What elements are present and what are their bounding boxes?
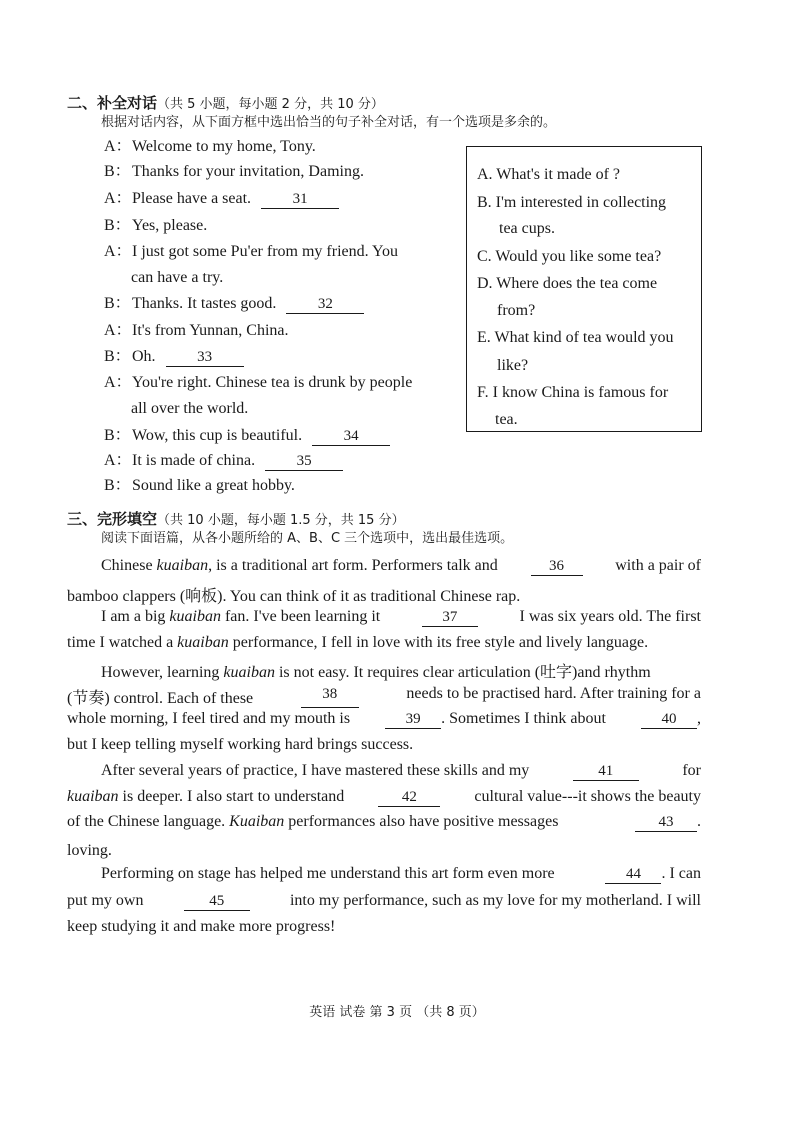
dialogue-line [104,319,289,343]
blank-38[interactable]: 38 [301,685,359,708]
dialogue-line [104,424,390,448]
p5-a: Performing on stage has helped me understand this art form even more [101,865,555,882]
p1-b: , is a traditional art form. Performers talk and [208,557,498,574]
p2-c: I was six years old. The first [519,608,701,625]
dialogue-line [104,292,364,316]
dialogue-text: Please have a seat. [132,190,252,207]
p3-b: is not easy. It requires clear articulation (吐字)and rhythm [278,664,651,681]
speaker-label: B： [104,348,131,365]
term-kuaiban: kuaiban [156,557,209,574]
p5-line1 [101,865,701,884]
dialogue-text-cont: can have a try. [131,269,224,286]
p4-line4: loving. [67,842,112,859]
option-d [477,271,657,297]
dialogue-line [104,240,398,264]
section3-instruction: 阅读下面语篇，从各小题所给的 A、B、C 三个选项中，选出最佳选项。 [101,531,514,546]
dialogue-line [104,474,295,498]
option-f-text: F. I know China is famous for [477,384,669,401]
p4-b: for [682,762,701,779]
p1-line1 [101,557,701,576]
p2-d: time I watched a [67,634,174,651]
dialogue-line [104,187,339,211]
option-d-text: D. Where does the tea come [477,275,658,292]
dialogue-text-cont: all over the world. [131,400,249,417]
blank-39[interactable]: 39 [385,710,441,729]
p4-f: performances also have positive messages [288,813,559,830]
speaker-label: A： [104,322,132,339]
blank-41[interactable]: 41 [573,762,639,781]
p4-seg3 [67,813,558,832]
blank-45[interactable]: 45 [184,892,250,911]
dialogue-line [104,214,207,238]
option-f [477,380,668,406]
blank-42[interactable]: 42 [378,788,440,807]
dialogue-text: Welcome to my home, Tony. [132,138,316,155]
p3-seg4 [641,710,701,729]
p5-c: put my own [67,892,144,909]
option-f-cont: tea. [495,411,518,428]
p4-line3 [67,813,701,832]
dialogue-line [104,371,412,395]
page-footer: 英语 试卷 第 3 页 （共 8 页） [309,1005,485,1020]
p2-line2 [67,634,701,652]
blank-32[interactable]: 32 [286,295,364,314]
p1-a: Chinese [101,557,153,574]
dialogue-line [104,345,244,369]
option-e [477,325,674,351]
p2-line1 [101,608,701,627]
blank-40[interactable]: 40 [641,710,697,729]
option-e-cont: like? [497,357,529,374]
p3-line1 [101,659,701,682]
speaker-label: B： [104,217,131,234]
blank-37[interactable]: 37 [422,608,478,627]
p2-seg2 [67,634,648,652]
blank-33[interactable]: 33 [166,348,244,367]
p2-e: performance, I fell in love with its free style and lively language. [232,634,649,651]
option-c-text: C. Would you like some tea? [477,248,662,265]
p3-g: , [697,710,701,727]
option-b-text: B. I'm interested in collecting [477,194,667,211]
option-d-cont: from? [497,302,536,319]
dialogue-text: Yes, please. [132,217,208,234]
dialogue-text: You're right. Chinese tea is drunk by people [132,374,413,391]
options-box [466,146,702,432]
p3-d: needs to be practised hard. After training for a [406,685,701,702]
option-a-text: A. What's it made of ? [477,166,620,183]
option-e-text: E. What kind of tea would you [477,329,674,346]
speaker-label: A： [104,190,132,207]
p3-a: However, learning [101,664,220,681]
p4-a: After several years of practice, I have mastered these skills and my [101,762,530,779]
speaker-label: B： [104,477,131,494]
speaker-label: A： [104,243,132,260]
speaker-label: A： [104,452,132,469]
section2-instruction: 根据对话内容，从下面方框中选出恰当的句子补全对话，有一个选项是多余的。 [101,115,557,130]
p5-seg [605,865,701,884]
p5-d: into my performance, such as my love for my motherland. I will [289,892,701,909]
term-kuaiban: kuaiban [67,788,119,805]
section3-title: 三、完形填空 [67,510,158,528]
dialogue-text: Thanks for your invitation, Daming. [132,163,364,180]
p4-seg2 [67,788,344,807]
p4-seg4 [635,813,701,832]
dialogue-text: Oh. [132,348,156,365]
option-b [477,190,666,216]
section2-title: 二、补全对话 [67,94,158,112]
p1-line2: bamboo clappers (响板). You can think of it as traditional Chinese rap. [67,588,521,605]
p4-line1 [101,762,701,781]
blank-36[interactable]: 36 [531,557,583,576]
dialogue-text: It's from Yunnan, China. [132,322,289,339]
term-kuaiban: kuaiban [169,608,221,625]
p2-seg [101,608,380,627]
dialogue-text: Thanks. It tastes good. [132,295,277,312]
p5-line2 [67,892,701,911]
p3-line4: but I keep telling myself working hard brings success. [67,736,414,753]
speaker-label: B： [104,295,131,312]
dialogue-text: Sound like a great hobby. [132,477,295,494]
speaker-label: A： [104,138,132,155]
p4-line2 [67,788,701,807]
term-kuaiban: kuaiban [223,664,275,681]
p4-d: cultural value---it shows the beauty [474,788,701,805]
p1-c: with a pair of [615,557,701,574]
p2-a: I am a big [101,608,166,625]
speaker-label: B： [104,427,131,444]
section2-heading [67,92,384,113]
term-kuaiban-cap: Kuaiban [229,813,285,830]
p3-seg3 [385,710,606,729]
p5-line3: keep studying it and make more progress! [67,918,336,935]
p1-seg [101,557,498,576]
blank-44[interactable]: 44 [605,865,661,884]
dialogue-line [104,135,316,159]
p3-c: (节奏) control. Each of these [67,690,254,707]
blank-31[interactable]: 31 [261,190,339,209]
blank-35[interactable]: 35 [265,452,343,471]
dialogue-text: It is made of china. [132,452,256,469]
option-a [477,162,620,188]
section2-score-note: （共 5 小题，每小题 2 分，共 10 分） [157,97,384,112]
p3-f: . Sometimes I think about [441,710,606,727]
p3-line2 [67,685,701,708]
dialogue-line [104,160,364,184]
option-b-cont: tea cups. [499,220,555,237]
dialogue-text: Wow, this cup is beautiful. [132,427,303,444]
term-kuaiban: kuaiban [177,634,229,651]
p3-line3 [67,710,701,729]
speaker-label: B： [104,163,131,180]
p4-g: . [697,813,701,830]
p3-e: whole morning, I feel tired and my mouth is [67,710,351,727]
dialogue-text: I just got some Pu'er from my friend. You [132,243,398,260]
p4-e: of the Chinese language. [67,813,226,830]
blank-34[interactable]: 34 [312,427,390,446]
dialogue-line [104,449,343,473]
p3-seg [101,659,651,682]
p5-b: . I can [661,865,701,882]
p2-b: fan. I've been learning it [224,608,381,625]
section3-score-note: （共 10 小题，每小题 1.5 分，共 15 分） [157,513,405,528]
option-c [477,244,661,270]
p4-c: is deeper. I also start to understand [122,788,345,805]
blank-43[interactable]: 43 [635,813,697,832]
section3-heading [67,508,405,529]
speaker-label: A： [104,374,132,391]
